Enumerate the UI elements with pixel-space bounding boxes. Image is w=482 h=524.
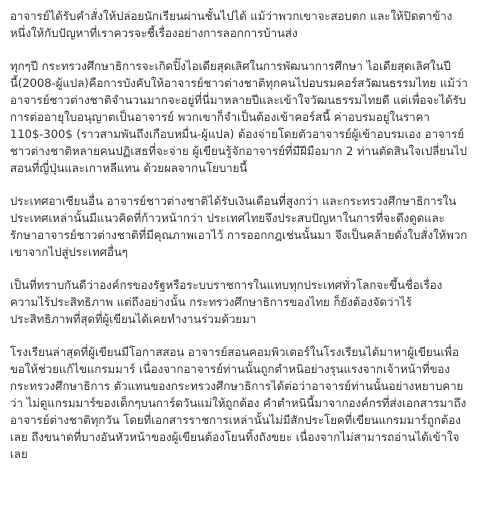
article-paragraph: ทุกๆปี กระทรวงศึกษาธิการจะเกิดปิ๊งไอเดียสุดเลิศในการพัฒนาการศึกษา ไอเดียสุดเลิศในปีนี้(2008-ผู้แปล)คือการบังคับให้อาจารย์ชาวต่างชาติทุกคนไปอบรมคอร์สวัฒนธรรมไทย แม้ว่าอาจารย์ชาวต่างชาติจำนวนมากจะอยู่ที่นี่มาหลายปีและเข้าใจวัฒนธรรมไทยดี แต่เพื่อจะได้รับการต่ออายุใบอนุญาตเป็นอาจารย์ พวกเขาก็จำเป็นต้องเข้าคอร์สนี้ ค่าอบรมอยู่ในราคา 110$-300$ (ราวสามพันถึงเกือบหมื่น-ผู้แปล) ต้องจ่ายโดยตัวอาจารย์ผู้เข้าอบรมเอง อาจารย์ชาวต่างชาติหลายคนปฏิเสธที่จะจ่าย ผู้เขียนรู้จักอาจารย์ที่มีฝีมือมาก 2 ท่านตัดสินใจเปลี่ยนไปสอนที่ญี่ปุ่นและเกาหลีแทน ด้วยผลจากนโยบายนี้	[10, 59, 468, 175]
article-paragraph: โรงเรียนล่าสุดที่ผู้เขียนมีโอกาสสอน อาจารย์สอนคอมพิวเตอร์ในโรงเรียนได้มาหาผู้เขียนเพื่อขอให้ช่วยแก้ไขแกรมมาร์ เนื่องจากอาจารย์ท่านนั้นถูกตำหนิอย่างรุนแรงจากเจ้าหน้าที่ของกระทรวงศึกษาธิการ ตัวแทนของกระทรวงศึกษาธิการได้ต่อว่าอาจารย์ท่านนั้นอย่างหยาบคายว่า ไม่ดูแกรมมาร์ของเด็กๆบนการ์ดวันแม่ให้ถูกต้อง คำตำหนินี้มาจากองค์กรที่ส่งเอกสารมาถึงอาจารย์ต่างชาติทุกวัน โดยที่เอกสารราชการเหล่านั้นไม่มีสักประโยคที่เขียนแกรมมาร์ถูกต้องเลย ถึงขนาดที่บางอันหัวหน้าของผู้เขียนต้องโยนทิ้งถังขยะ เนื่องจากไม่สามารถอ่านได้เข้าใจเลย	[10, 345, 467, 461]
article-paragraph: ประเทศอาเซียนอื่น อาจารย์ชาวต่างชาติได้รับเงินเดือนที่สูงกว่า และกระทรวงศึกษาธิการในประเทศเหล่านั้นมีแนวคิดที่ก้าวหน้ากว่า ประเทศไทยจึงประสบปัญหาในการที่จะดึงดูดและรักษาอาจารย์ชาวต่างชาติที่มีคุณภาพเอาไว้ การออกกฎเช่นนั้นมา จึงเป็นคล้ายดั่งใบสั่งให้พวกเขาจากไปสู่ประเทศอื่นๆ	[10, 194, 468, 259]
article-paragraph: อาจารย์ได้รับคำสั่งให้ปล่อยนักเรียนผ่านชั้นไปได้ แม้ว่าพวกเขาจะสอบตก และให้ปิดตาข้างหนึ่งให้กับปัญหาที่เราควรจะชี้เรื่องอย่างการลอกการบ้านส่ง	[10, 9, 453, 40]
article-paragraph: เป็นที่ทราบกันดีว่าองค์กรของรัฐหรือระบบราชการในแทบทุกประเทศทั่วโลกจะขึ้นชื่อเรื่องความไร้ประสิทธิภาพ แต่ถึงอย่างนั้น กระทรวงศึกษาธิการของไทย ก็ยังต้องจัดว่าไร้ประสิทธิภาพที่สุดที่ผู้เขียนได้เคยทำงานร่วมด้วยมา	[10, 278, 443, 326]
